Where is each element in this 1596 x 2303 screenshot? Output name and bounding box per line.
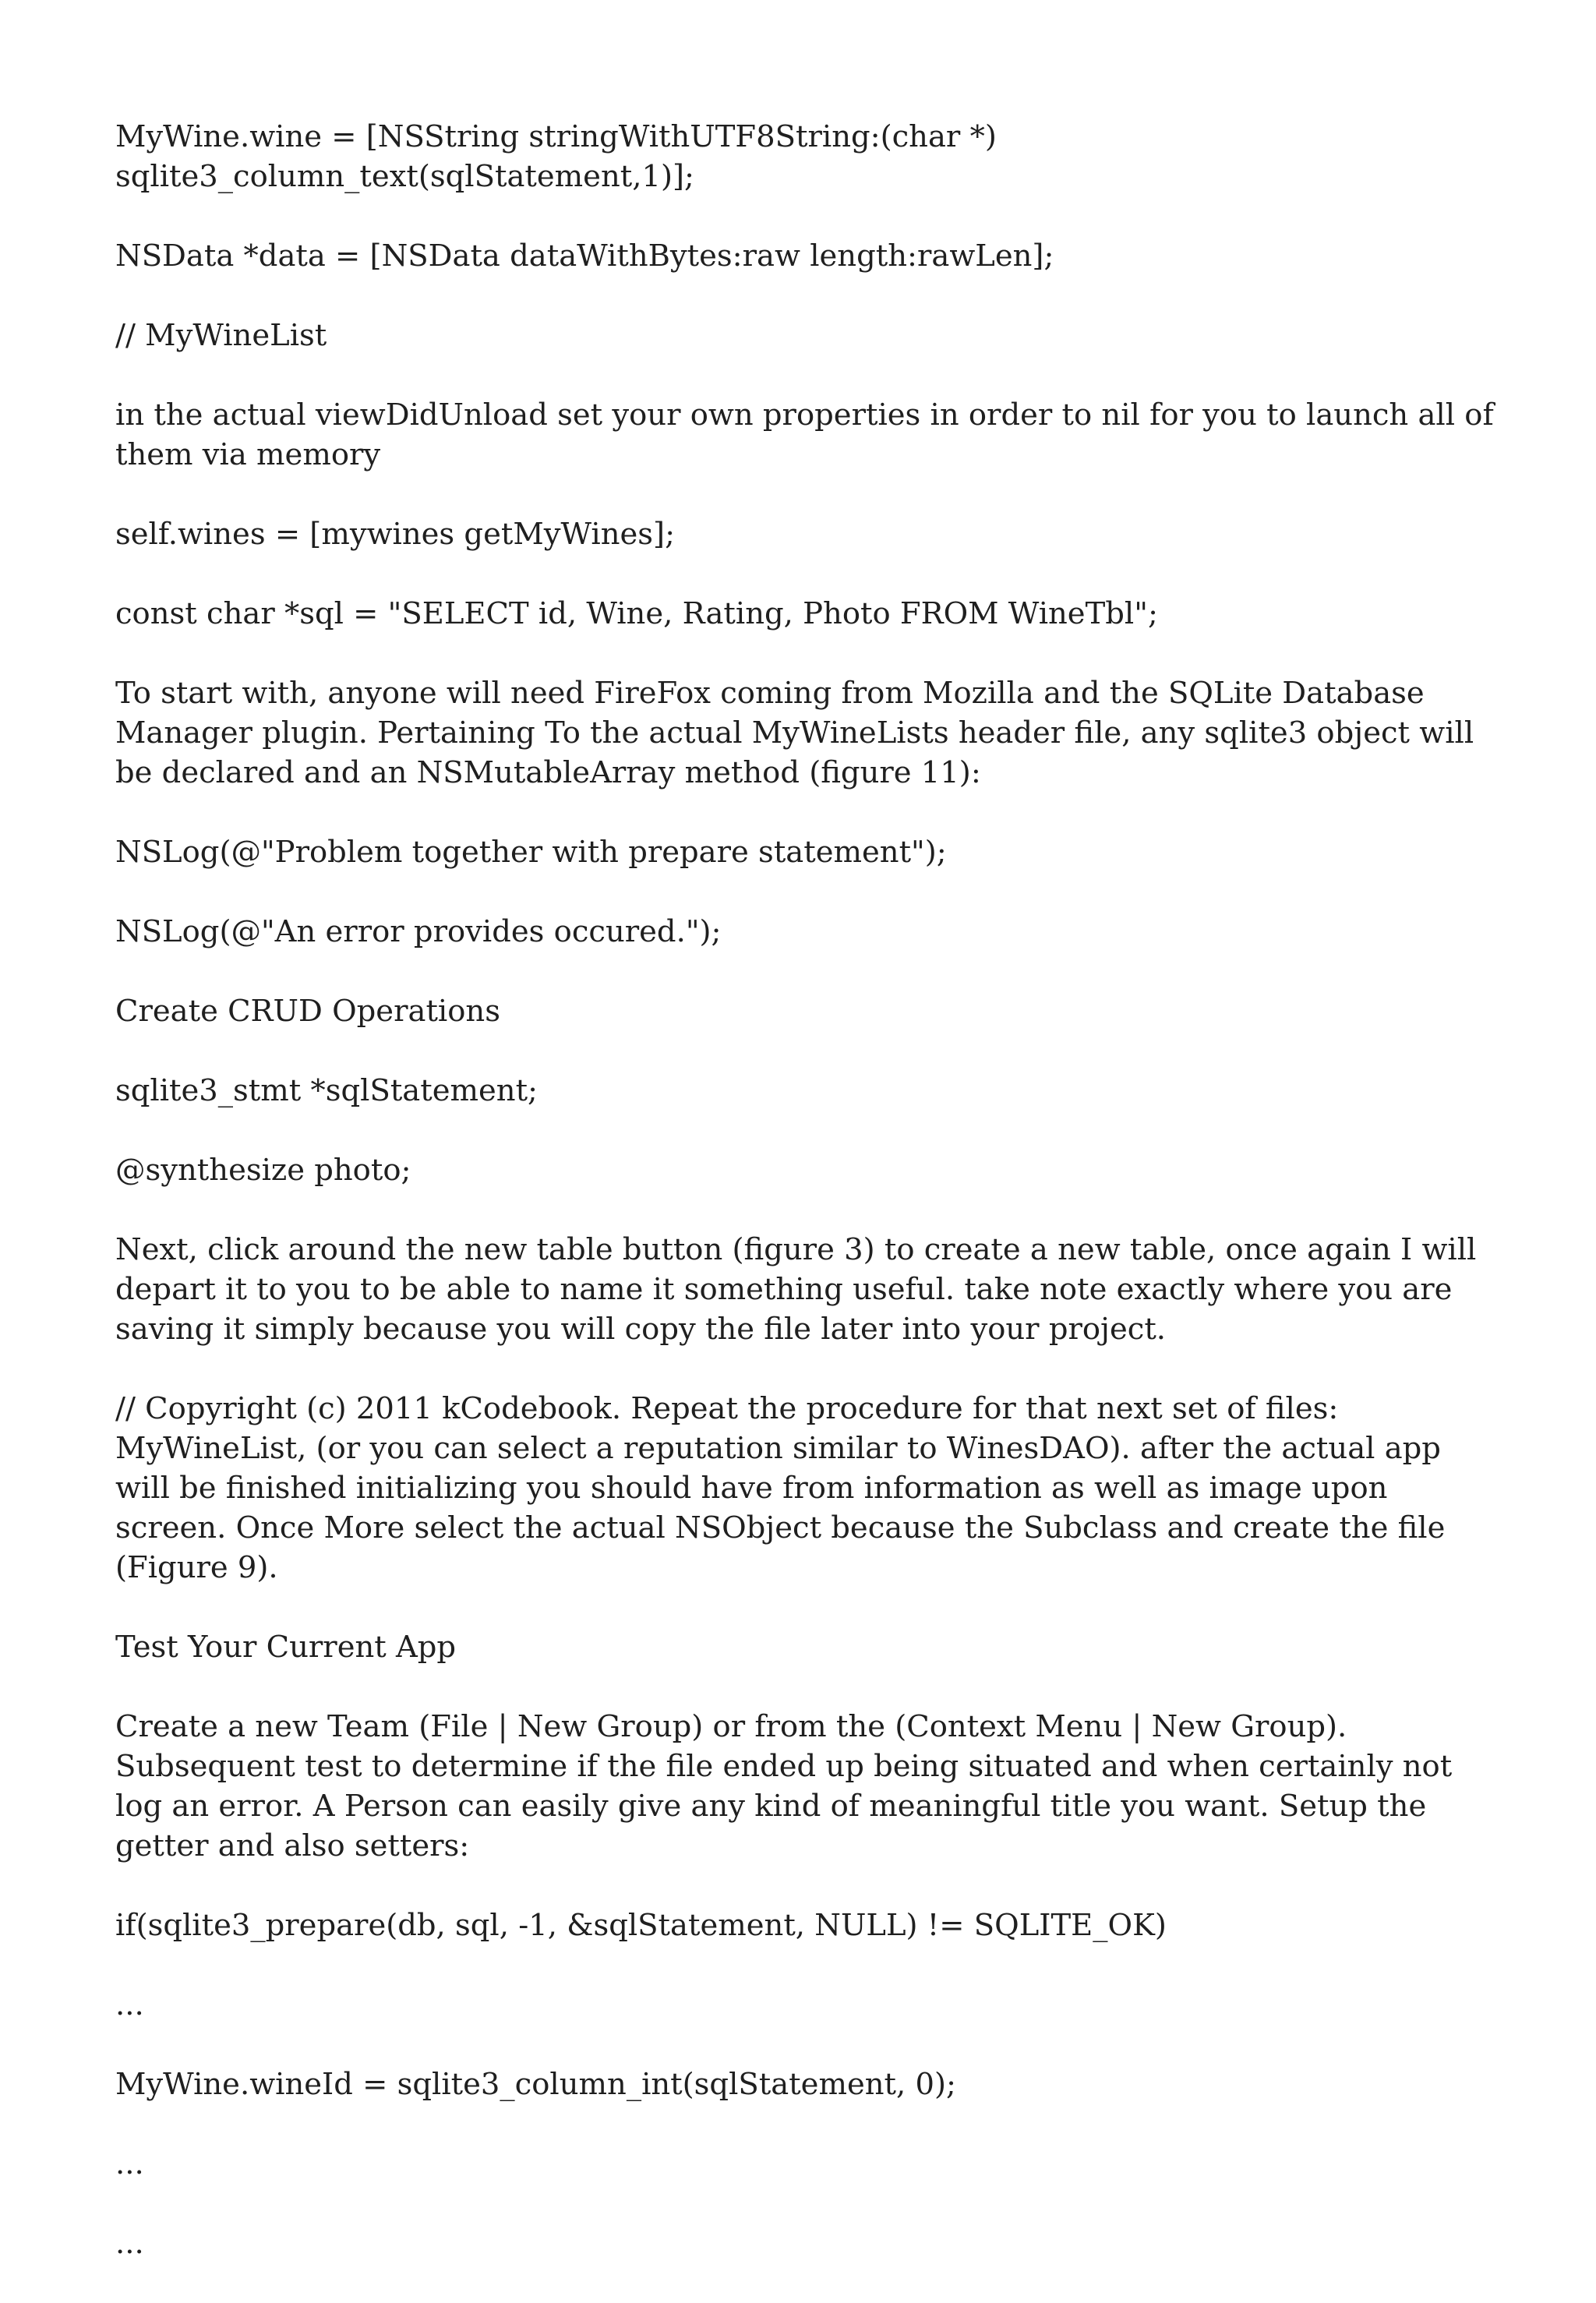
code-line-self-wines: self.wines = [mywines getMyWines]; xyxy=(115,517,676,552)
ellipsis-1: ... xyxy=(115,1987,144,2022)
code-line-nslog-prepare: NSLog(@"Problem together with prepare statement"); xyxy=(115,835,947,870)
code-line-sql-select: const char *sql = "SELECT id, Wine, Rating, Photo FROM WineTbl"; xyxy=(115,596,1158,631)
code-line-synthesize-photo: @synthesize photo; xyxy=(115,1153,411,1188)
paragraph-firefox-plugin: To start with, anyone will need FireFox coming from Mozilla and the SQLite Database Manager plugin. Pertaining To the actual MyWineLists header file, any sqlite3 object will be declared and an NSMutableArray method (figure 11): xyxy=(115,676,1474,790)
ellipsis-2: ... xyxy=(115,2146,144,2181)
code-line-wineid: MyWine.wineId = sqlite3_column_int(sqlStatement, 0); xyxy=(115,2067,956,2102)
code-line-wine-assign: MyWine.wine = [NSString stringWithUTF8String:(char *) sqlite3_column_text(sqlStatement,1)]; xyxy=(115,119,997,194)
heading-create-crud: Create CRUD Operations xyxy=(115,994,500,1029)
paragraph-new-table: Next, click around the new table button (figure 3) to create a new table, once again I will depart it to you to be able to name it something useful. take note exactly where you are saving it simply because you will copy the file later into your project. xyxy=(115,1232,1477,1347)
paragraph-copyright: // Copyright (c) 2011 kCodebook. Repeat the procedure for that next set of files: MyWineList, (or you can select a reputation similar to WinesDAO). after the actual app will be finished initializing you should have from information as well as image upon screen. Once More select the actual NSObject because the Subclass and create the file (Figure 9). xyxy=(115,1391,1446,1585)
paragraph-viewdidunload: in the actual viewDidUnload set your own properties in order to nil for you to launch all of them via memory xyxy=(115,397,1494,472)
document-page xyxy=(115,117,1495,2303)
code-comment-mywinelist: // MyWineList xyxy=(115,318,327,353)
code-line-nslog-error: NSLog(@"An error provides occured."); xyxy=(115,914,722,949)
code-line-sqlite3-prepare: if(sqlite3_prepare(db, sql, -1, &sqlStatement, NULL) != SQLITE_OK) xyxy=(115,1908,1167,1943)
heading-test-app: Test Your Current App xyxy=(115,1630,457,1665)
ellipsis-3: ... xyxy=(115,2226,144,2261)
code-line-nsdata: NSData *data = [NSData dataWithBytes:raw length:rawLen]; xyxy=(115,238,1054,274)
code-line-sqlite3-stmt: sqlite3_stmt *sqlStatement; xyxy=(115,1073,538,1108)
paragraph-new-team: Create a new Team (File | New Group) or from the (Context Menu | New Group). Subsequent test to determine if the file ended up being situated and when certainly not log an error. A Person can easily give any kind of meaningful title you want. Setup the getter and also setters: xyxy=(115,1709,1453,1863)
